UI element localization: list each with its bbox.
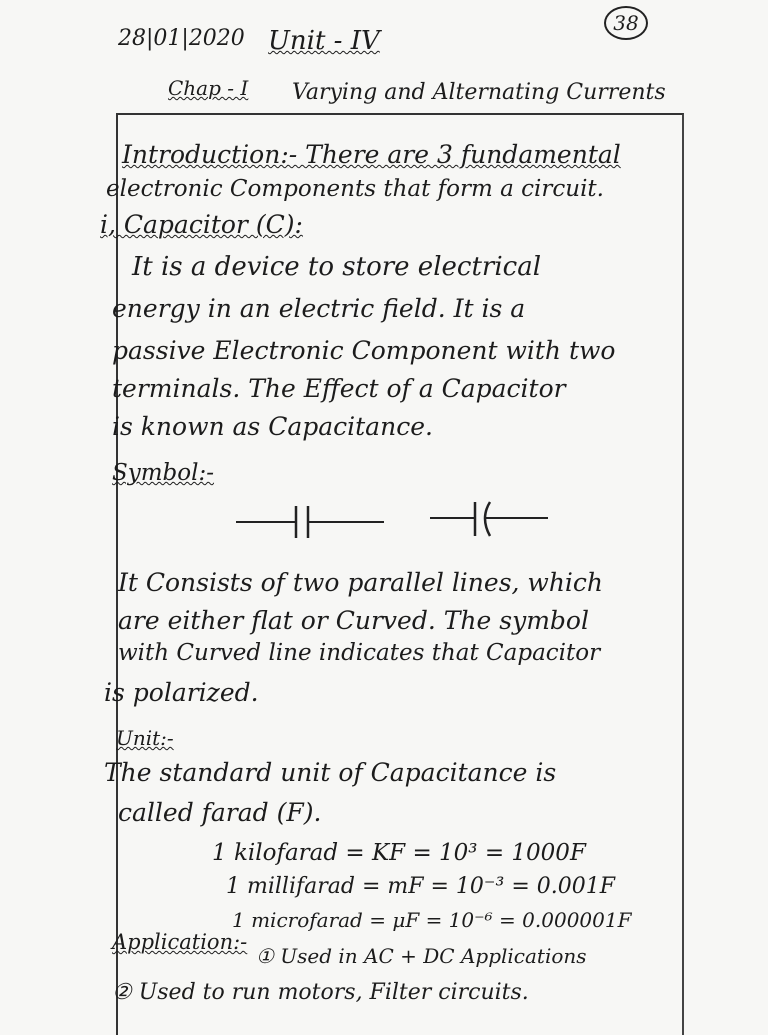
intro-line-1: Introduction:- There are 3 fundamental	[122, 140, 621, 169]
page-number: 38	[604, 6, 648, 40]
capacitor-line-3: passive Electronic Component with two	[112, 336, 616, 365]
symbol-line-3: with Curved line indicates that Capacitor	[118, 640, 601, 666]
application-heading: Application:-	[112, 930, 248, 954]
capacitor-heading: i, Capacitor (C):	[100, 210, 303, 239]
symbol-line-4: is polarized.	[104, 678, 259, 707]
symbol-heading: Symbol:-	[112, 460, 215, 486]
unit-line-2: called farad (F).	[118, 798, 322, 827]
symbol-line-2: are either flat or Curved. The symbol	[118, 606, 589, 635]
intro-line-2: electronic Components that form a circuit.	[106, 176, 604, 202]
application-1: ① Used in AC + DC Applications	[256, 944, 587, 968]
formula-millifarad: 1 millifarad = mF = 10⁻³ = 0.001F	[226, 874, 616, 899]
capacitor-line-2: energy in an electric field. It is a	[112, 294, 526, 323]
capacitor-curved-symbol	[430, 500, 550, 540]
chapter-label: Chap - I	[168, 76, 249, 100]
symbol-line-1: It Consists of two parallel lines, which	[118, 568, 604, 597]
capacitor-line-1: It is a device to store electrical	[132, 252, 542, 282]
unit-line-1: The standard unit of Capacitance is	[104, 758, 557, 787]
formula-kilofarad: 1 kilofarad = KF = 10³ = 1000F	[212, 840, 586, 866]
date: 28|01|2020	[118, 26, 245, 51]
capacitor-line-4: terminals. The Effect of a Capacitor	[112, 374, 566, 403]
formula-microfarad: 1 microfarad = μF = 10⁻⁶ = 0.000001F	[232, 908, 632, 932]
unit-heading: Unit - IV	[268, 26, 380, 56]
capacitor-flat-symbol	[236, 500, 386, 540]
unit-subheading: Unit:-	[116, 726, 174, 750]
application-2: ② Used to run motors, Filter circuits.	[112, 980, 529, 1005]
chapter-title: Varying and Alternating Currents	[292, 80, 666, 105]
capacitor-line-5: is known as Capacitance.	[112, 412, 433, 441]
